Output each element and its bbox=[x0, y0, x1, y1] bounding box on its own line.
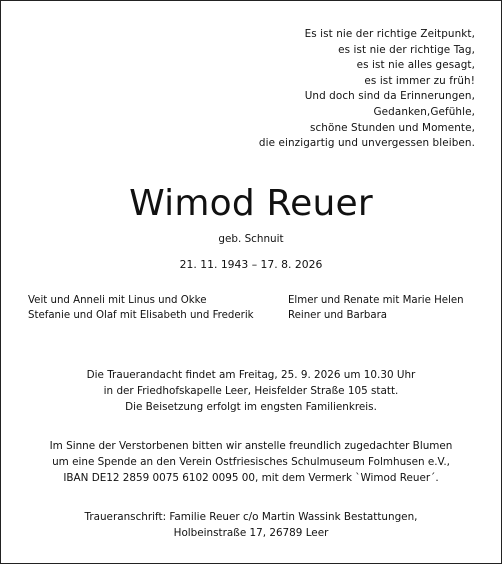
birth-name: geb. Schnuit bbox=[218, 233, 284, 245]
address-line: Holbeinstraße 17, 26789 Leer bbox=[173, 527, 329, 539]
donation-line: IBAN DE12 2859 0075 6102 0095 00, mit dem Vermerk `Wimod Reuer´. bbox=[63, 472, 439, 484]
mourner-line: Elmer und Renate mit Marie Helen bbox=[288, 295, 464, 306]
poem-line: Gedanken,Gefühle, bbox=[373, 105, 475, 118]
mourner-line: Reiner und Barbara bbox=[288, 310, 388, 321]
poem-line: die einzigartig und unvergessen bleiben. bbox=[258, 137, 475, 150]
service-line: Die Trauerandacht findet am Freitag, 25. 9. 2026 um 10.30 Uhr bbox=[86, 369, 416, 381]
service-line: Die Beisetzung erfolgt im engsten Familienkreis. bbox=[125, 401, 377, 413]
donation-line: Im Sinne der Verstorbenen bitten wir anstelle freundlich zugedachter Blumen bbox=[49, 440, 453, 452]
life-dates: 21. 11. 1943 – 17. 8. 2026 bbox=[179, 258, 323, 271]
donation-line: um eine Spende an den Verein Ostfriesisches Schulmuseum Folmhusen e.V., bbox=[52, 456, 450, 468]
poem-line: schöne Stunden und Momente, bbox=[309, 121, 475, 134]
poem-line: Es ist nie der richtige Zeitpunkt, bbox=[304, 28, 475, 40]
mourners-left-column bbox=[28, 293, 254, 323]
deceased-name: Wimod Reuer bbox=[129, 183, 373, 224]
memorial-poem bbox=[259, 27, 475, 152]
service-line: in der Friedhofskapelle Leer, Heisfelder Straße 105 statt. bbox=[103, 385, 399, 397]
poem-line: es ist nie alles gesagt, bbox=[356, 59, 475, 72]
mourning-address bbox=[1, 509, 501, 541]
service-information bbox=[1, 367, 501, 415]
poem-line: es ist immer zu früh! bbox=[364, 74, 475, 87]
mourners-right-column bbox=[288, 293, 464, 323]
poem-line: es ist nie der richtige Tag, bbox=[338, 43, 475, 56]
poem-line: Und doch sind da Erinnerungen, bbox=[304, 90, 475, 103]
mourner-line: Veit und Anneli mit Linus und Okke bbox=[28, 295, 207, 306]
mourner-line: Stefanie und Olaf mit Elisabeth und Frederik bbox=[28, 310, 254, 321]
address-line: Traueranschrift: Familie Reuer c/o Martin Wassink Bestattungen, bbox=[84, 511, 418, 523]
donation-request bbox=[1, 438, 501, 486]
